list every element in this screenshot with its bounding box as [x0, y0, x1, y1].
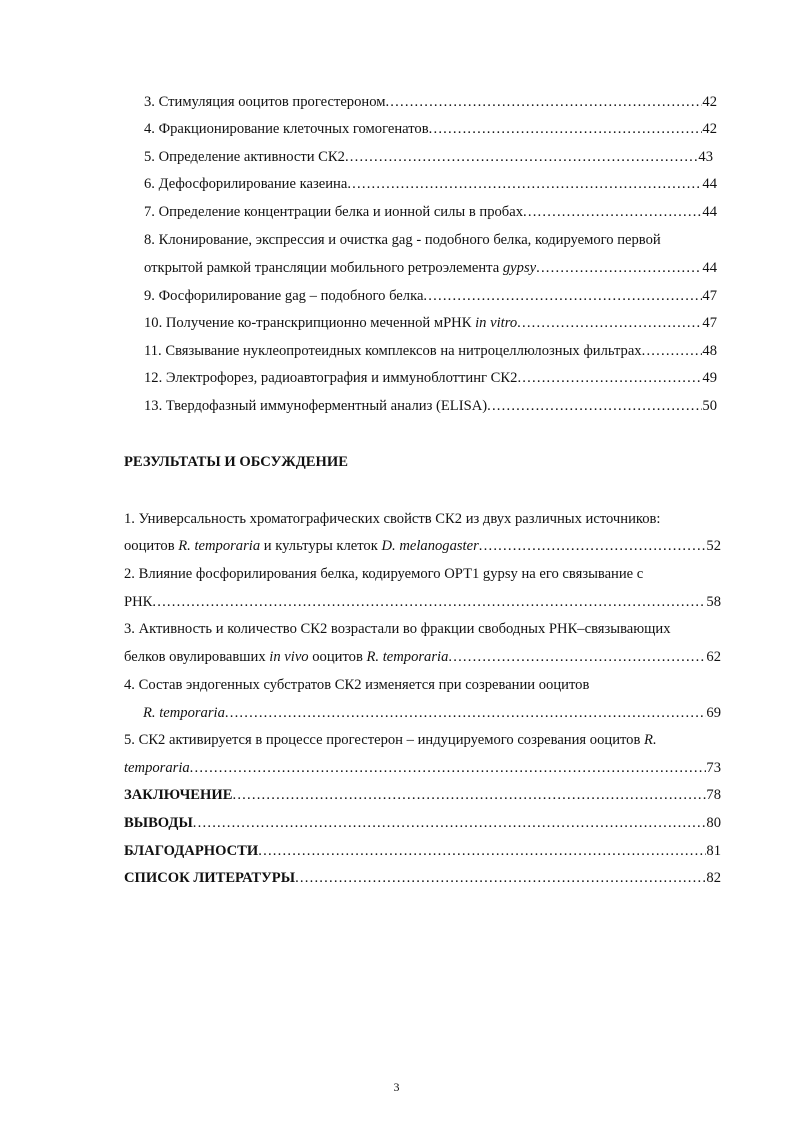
- toc-entry-page: 43: [698, 149, 713, 165]
- toc-entry-page: 44: [702, 260, 717, 276]
- toc-entry-text: 6. Дефосфорилирование казеина: [144, 176, 348, 192]
- toc-entry-page: 81: [706, 843, 721, 859]
- toc-entry-page: 49: [702, 370, 717, 386]
- toc-entry-page: 48: [702, 343, 717, 359]
- toc-entry-italic: gypsy: [502, 260, 537, 276]
- toc-entry-text: БЛАГОДАРНОСТИ: [124, 843, 259, 859]
- toc-entry: РНК ..... 58: [124, 592, 721, 612]
- toc-entry-page: 44: [702, 204, 717, 220]
- toc-entry: [144, 92, 717, 112]
- toc-entry-page: 44: [702, 176, 717, 192]
- toc-entry-text: 11. Связывание нуклеопротеидных комплексов на нитроцеллюлозных фильтрах: [144, 343, 642, 359]
- toc-entry-line1: 2. Влияние фосфорилирования белка, кодируемого ОРТ1 gypsy на его связывание с: [124, 566, 644, 582]
- toc-entry: [144, 313, 717, 333]
- toc-entry-page: 47: [702, 288, 717, 304]
- toc-entry: [124, 841, 721, 861]
- toc-entry-text: 13. Твердофазный иммуноферментный анализ (ELISA): [144, 398, 488, 414]
- toc-entry-page: 73: [706, 760, 721, 776]
- toc-entry-page: 80: [706, 815, 721, 831]
- toc-entry: [144, 147, 713, 167]
- toc-entry-text: открытой рамкой трансляции мобильного ретроэлемента: [144, 260, 503, 276]
- toc-entry-italic: in vitro: [475, 315, 518, 331]
- toc-entry: [144, 396, 717, 416]
- toc-entry: ооцитов R. temporaria и культуры клеток D. melanogaster ..... 52: [124, 536, 721, 556]
- toc-entry-line1: 1. Универсальность хроматографических свойств СК2 из двух различных источников:: [124, 511, 661, 527]
- toc-entry-page: 47: [702, 315, 717, 331]
- toc-entry-line1: 8. Клонирование, экспрессия и очистка gag - подобного белка, кодируемого первой: [144, 232, 661, 248]
- toc-entry: [124, 813, 721, 833]
- toc-entry: [124, 868, 721, 888]
- toc-entry-text: 4. Фракционирование клеточных гомогенатов: [144, 121, 429, 137]
- toc-entry-line1: 5. СК2 активируется в процессе прогестерон – индуцируемого созревания ооцитов R.: [124, 732, 657, 748]
- toc-entry-text: ВЫВОДЫ: [124, 815, 193, 831]
- toc-entry-page: 52: [706, 538, 721, 554]
- toc-entry-page: 82: [706, 870, 721, 886]
- toc-entry-page: 58: [706, 594, 721, 610]
- toc-entry-text: СПИСОК ЛИТЕРАТУРЫ: [124, 870, 296, 886]
- toc-entry-page: 50: [702, 398, 717, 414]
- toc-entry: [124, 785, 721, 805]
- toc-entry-text: 5. Определение активности СК2: [144, 149, 345, 165]
- toc-entry: [144, 286, 717, 306]
- toc-entry-text: 12. Электрофорез, радиоавтография и иммуноблоттинг СК2: [144, 370, 518, 386]
- toc-entry-page: 78: [706, 787, 721, 803]
- section-heading-results: РЕЗУЛЬТАТЫ И ОБСУЖДЕНИЕ: [124, 454, 348, 470]
- toc-entry-text: 7. Определение концентрации белка и ионной силы в пробах: [144, 204, 523, 220]
- toc-entry: [144, 341, 717, 361]
- toc-entry-page: 42: [702, 94, 717, 110]
- toc-entry-page: 62: [706, 649, 721, 665]
- toc-entry-text: 10. Получение ко-транскрипционно меченной мРНК: [144, 315, 476, 331]
- toc-entry-text: 3. Стимуляция ооцитов прогестероном: [144, 94, 386, 110]
- toc-entry: [144, 174, 717, 194]
- toc-entry-page: 42: [702, 121, 717, 137]
- toc-entry: temporaria ..... 73: [124, 758, 721, 778]
- toc-entry-text: 9. Фосфорилирование gag – подобного белка: [144, 288, 424, 304]
- toc-entry-line1: 3. Активность и количество СК2 возрастали во фракции свободных РНК–связывающих: [124, 621, 671, 637]
- toc-entry: [144, 258, 717, 278]
- toc-entry: белков овулировавших in vivo ооцитов R. temporaria ..... 62: [124, 647, 721, 667]
- page-number: 3: [393, 1080, 400, 1094]
- toc-entry-text: ЗАКЛЮЧЕНИЕ: [124, 787, 233, 803]
- toc-entry: [144, 119, 717, 139]
- toc-entry: [144, 202, 717, 222]
- toc-entry-line1: 4. Состав эндогенных субстратов СК2 изменяется при созревании ооцитов: [124, 677, 590, 693]
- toc-entry: R. temporaria ..... 69: [143, 703, 721, 723]
- toc-entry: [144, 368, 717, 388]
- toc-entry-page: 69: [706, 705, 721, 721]
